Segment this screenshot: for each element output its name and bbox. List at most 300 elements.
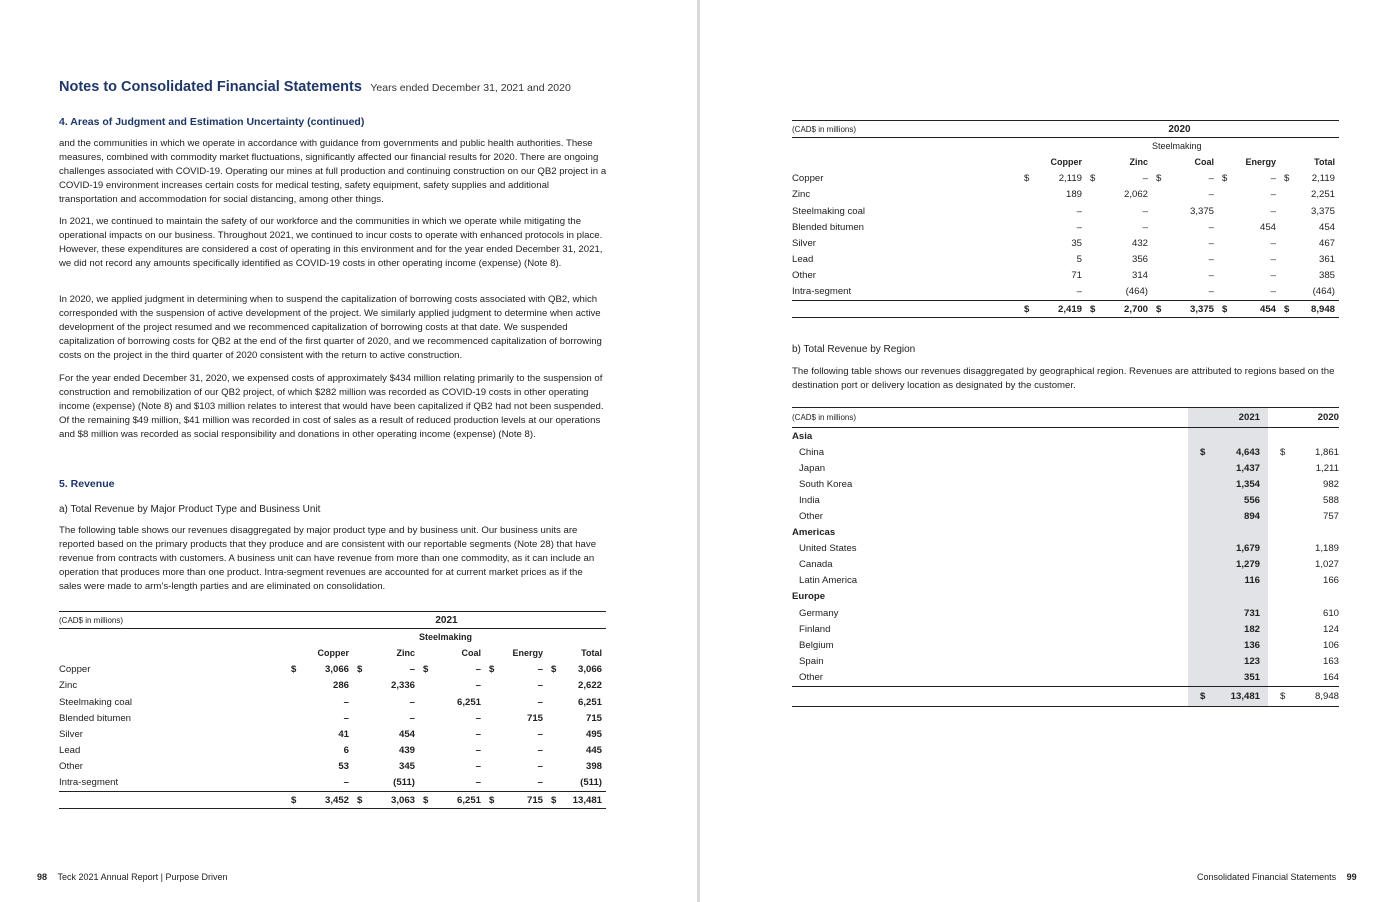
cell-energy: 454 xyxy=(1259,221,1276,233)
currency-symbol: $ xyxy=(423,664,429,676)
currency-symbol xyxy=(547,678,559,694)
currency-symbol xyxy=(1188,541,1212,557)
cell-energy: – xyxy=(537,680,543,692)
region-group-row xyxy=(792,428,1339,445)
cell-energy: – xyxy=(537,728,543,740)
table-row xyxy=(59,710,606,726)
cell-steel: – xyxy=(475,745,481,757)
cell-steel: – xyxy=(475,728,481,740)
section-4-paragraph-1: and the communities in which we operate in accordance with guidance from governments and public health authorities. These measures, combined with commodity market fluctuations, significantly affected our financial results for 2020. There are ongoing challenges associated with COVID-19. Operating our mines at full production and continuing construction on our QB2 project in a COVID-19 environment increases certain costs for medical testing, safety equipment, safety supplies and additional transportation and accommodation for social distancing, among other things. xyxy=(59,138,607,205)
table-caption-row xyxy=(59,612,606,629)
currency-symbol xyxy=(1218,187,1230,203)
value-2021: 1,279 xyxy=(1212,557,1268,573)
revenue-table-2021 xyxy=(59,611,606,809)
currency-symbol: $ xyxy=(1020,301,1032,318)
cell-steel: – xyxy=(1208,173,1214,185)
value-2020: 1,211 xyxy=(1315,462,1339,474)
col-2020: 2020 xyxy=(1292,408,1339,428)
cell-total: 2,622 xyxy=(577,680,602,692)
cell-steel: – xyxy=(475,712,481,724)
currency-symbol: $ xyxy=(353,792,365,809)
table-row xyxy=(792,573,1339,589)
cell-steel: 6,251 xyxy=(456,696,481,708)
cell-total: 2,119 xyxy=(1311,173,1335,185)
cell-energy: – xyxy=(537,696,543,708)
currency-symbol xyxy=(1152,203,1164,219)
table-year: 2020 xyxy=(1020,121,1339,138)
currency-symbol xyxy=(1152,284,1164,301)
currency-symbol xyxy=(1152,219,1164,235)
cell-steel: – xyxy=(1208,270,1214,282)
spacer xyxy=(1188,525,1212,541)
cell-zinc: – xyxy=(409,696,415,708)
currency-symbol xyxy=(485,775,497,792)
total-total: 13,481 xyxy=(559,792,606,809)
currency-symbol xyxy=(547,759,559,775)
country-label: Japan xyxy=(799,462,826,474)
currency-symbol: $ xyxy=(1024,173,1030,185)
section-5-paragraph-1: The following table shows our revenues disaggregated by major product type and by business unit. Our business units are reported based on the primary products that they produce and are consistent with our reportable segments (Note 28) that have revenue from contracts with customers. A business unit can have revenue from more than one commodity, as it can include an operation that produces more than one product. Intra-segment revenues are accounted for at current market prices as if the sales were made to arm’s-length parties and are eliminated on consolidation. xyxy=(59,525,597,592)
table-caption-row xyxy=(792,121,1339,138)
currency-symbol xyxy=(419,678,431,694)
cell-total: 385 xyxy=(1318,270,1335,282)
cell-zinc: 454 xyxy=(398,728,415,740)
spacer xyxy=(1292,525,1339,541)
region-group-label: Asia xyxy=(792,430,813,442)
currency-symbol xyxy=(1188,476,1212,492)
row-label: Zinc xyxy=(792,189,811,201)
value-2020: 163 xyxy=(1322,655,1339,667)
currency-symbol: $ xyxy=(1090,173,1096,185)
table-row xyxy=(59,759,606,775)
row-label: Steelmaking coal xyxy=(792,205,866,217)
currency-symbol xyxy=(485,759,497,775)
table-row xyxy=(792,508,1339,524)
currency-symbol xyxy=(1020,187,1032,203)
cell-total: 3,375 xyxy=(1310,205,1335,217)
currency-symbol xyxy=(419,726,431,742)
section-5b-subheading: b) Total Revenue by Region xyxy=(792,344,916,355)
value-2021: 1,354 xyxy=(1212,476,1268,492)
currency-symbol xyxy=(1280,284,1292,301)
currency-symbol xyxy=(1188,653,1212,669)
currency-symbol xyxy=(1086,203,1098,219)
cell-total: (464) xyxy=(1312,286,1335,298)
cell-total: 2,251 xyxy=(1310,189,1335,201)
cell-energy: – xyxy=(537,745,543,757)
currency-symbol xyxy=(419,759,431,775)
currency-symbol xyxy=(353,694,365,710)
cell-steel: – xyxy=(475,777,481,789)
total-2020: 8,948 xyxy=(1292,686,1339,706)
total-copper: 3,452 xyxy=(299,792,353,809)
currency-symbol: $ xyxy=(287,792,299,809)
currency-symbol xyxy=(1280,187,1292,203)
table-row xyxy=(792,171,1339,187)
currency-symbol xyxy=(1188,637,1212,653)
currency-symbol xyxy=(287,678,299,694)
cell-total: 398 xyxy=(585,761,602,773)
left-footer xyxy=(37,872,227,882)
total-zinc: 2,700 xyxy=(1098,301,1152,318)
currency-symbol: $ xyxy=(551,664,557,676)
value-2021: 1,437 xyxy=(1212,460,1268,476)
table-row xyxy=(792,492,1339,508)
cell-steel: – xyxy=(475,680,481,692)
cell-total: 6,251 xyxy=(577,696,602,708)
row-label: Blended bitumen xyxy=(59,712,132,724)
row-label: Silver xyxy=(792,237,816,249)
spacer xyxy=(1292,428,1339,445)
cell-total: 715 xyxy=(585,712,602,724)
col-zinc: Zinc xyxy=(1129,157,1148,168)
cell-steel: – xyxy=(1208,254,1214,266)
currency-symbol xyxy=(485,694,497,710)
currency-symbol xyxy=(547,775,559,792)
cell-total: 454 xyxy=(1318,221,1335,233)
table-header-row-2 xyxy=(59,645,606,661)
currency-symbol: $ xyxy=(489,664,495,676)
currency-symbol xyxy=(1152,268,1164,284)
currency-symbol xyxy=(419,775,431,792)
currency-symbol xyxy=(1218,252,1230,268)
currency-symbol xyxy=(1268,637,1292,653)
table-row xyxy=(59,694,606,710)
spacer xyxy=(1268,428,1292,445)
currency-symbol xyxy=(287,710,299,726)
currency-symbol: $ xyxy=(419,792,431,809)
currency-symbol xyxy=(1188,669,1212,686)
total-steel: 6,251 xyxy=(431,792,485,809)
value-2020: 757 xyxy=(1322,511,1339,523)
currency-symbol xyxy=(353,710,365,726)
region-header-row xyxy=(792,408,1339,428)
row-label: Blended bitumen xyxy=(792,221,865,233)
region-group-row xyxy=(792,525,1339,541)
cell-steel: 3,375 xyxy=(1189,205,1214,217)
value-2020: 1,861 xyxy=(1314,446,1339,458)
table-caption: (CAD$ in millions) xyxy=(792,121,1020,138)
spacer xyxy=(1188,428,1212,445)
page-title: Notes to Consolidated Financial Statements xyxy=(59,79,362,95)
cell-copper: – xyxy=(1076,221,1082,233)
currency-symbol xyxy=(1268,605,1292,621)
currency-symbol xyxy=(485,710,497,726)
currency-symbol xyxy=(287,775,299,792)
cell-copper: 41 xyxy=(338,728,349,740)
row-label: Zinc xyxy=(59,680,78,692)
currency-symbol xyxy=(1188,492,1212,508)
total-copper: 2,419 xyxy=(1032,301,1086,318)
currency-symbol xyxy=(1268,621,1292,637)
currency-symbol: $ xyxy=(1086,301,1098,318)
cell-copper: 35 xyxy=(1071,237,1082,249)
currency-symbol xyxy=(485,678,497,694)
country-label: Canada xyxy=(799,559,833,571)
total-energy: 715 xyxy=(497,792,547,809)
cell-steel: – xyxy=(1208,286,1214,298)
cell-zinc: – xyxy=(1142,173,1148,185)
value-2021: 116 xyxy=(1212,573,1268,589)
table-row xyxy=(792,460,1339,476)
cell-zinc: (511) xyxy=(393,777,415,789)
spacer xyxy=(1292,589,1339,605)
currency-symbol: $ xyxy=(1280,301,1292,318)
currency-symbol xyxy=(1020,219,1032,235)
total-2021: 13,481 xyxy=(1212,686,1268,706)
currency-symbol xyxy=(1280,268,1292,284)
cell-copper: 2,119 xyxy=(1058,173,1082,185)
cell-zinc: 2,062 xyxy=(1123,189,1148,201)
cell-energy: – xyxy=(537,777,543,789)
cell-energy: – xyxy=(537,664,543,676)
currency-symbol xyxy=(287,743,299,759)
country-label: Germany xyxy=(799,607,839,619)
col-zinc: Zinc xyxy=(396,648,415,659)
currency-symbol xyxy=(1218,268,1230,284)
currency-symbol xyxy=(547,743,559,759)
section-4-paragraph-2: In 2021, we continued to maintain the safety of our workforce and the communities in which we operate while mitigating the operational impacts on our business. Throughout 2021, we continued to incur costs to operate with enhanced protocols in place. However, these expenditures are considered a cost of operating in this environment and for the year ended December 31, 2021, we did not record any amounts specifically identified as COVID-19 costs in other operating income (expense) (Note 8). xyxy=(59,216,603,269)
cell-copper: – xyxy=(1076,205,1082,217)
table-header-row-2 xyxy=(792,154,1339,170)
col-copper: Copper xyxy=(1050,157,1082,168)
cell-zinc: 345 xyxy=(398,761,415,773)
cell-zinc: 439 xyxy=(398,745,415,757)
currency-symbol: $ xyxy=(1156,173,1162,185)
table-row xyxy=(792,219,1339,235)
currency-symbol: $ xyxy=(1218,301,1230,318)
country-label: Belgium xyxy=(799,639,834,651)
currency-symbol: $ xyxy=(1222,173,1228,185)
value-2020: 124 xyxy=(1322,623,1339,635)
currency-symbol xyxy=(353,726,365,742)
right-page xyxy=(700,0,1395,902)
currency-symbol xyxy=(287,726,299,742)
table-header-row-1 xyxy=(792,138,1339,155)
currency-symbol xyxy=(1268,653,1292,669)
section-5-heading: 5. Revenue xyxy=(59,478,115,490)
row-label: Other xyxy=(792,270,816,282)
region-paragraph: The following table shows our revenues disaggregated by geographical region. Revenues are attributed to regions based on the destination port or delivery location as designated by the customer. xyxy=(792,366,1335,391)
currency-symbol xyxy=(1020,268,1032,284)
cell-energy: – xyxy=(1270,189,1276,201)
table-header-row-1 xyxy=(59,629,606,646)
value-2020: 1,027 xyxy=(1314,559,1339,571)
row-label: Lead xyxy=(59,745,81,757)
cell-steel: – xyxy=(475,664,481,676)
col-2021: 2021 xyxy=(1212,408,1268,428)
row-label: Other xyxy=(59,761,83,773)
currency-symbol: $ xyxy=(1188,444,1212,460)
row-label: Copper xyxy=(59,664,91,676)
cell-total: 445 xyxy=(585,745,602,757)
cell-copper: 189 xyxy=(1065,189,1082,201)
cell-energy: – xyxy=(537,761,543,773)
currency-symbol xyxy=(485,743,497,759)
cell-zinc: – xyxy=(1142,221,1148,233)
value-2021: 182 xyxy=(1212,621,1268,637)
region-table-caption: (CAD$ in millions) xyxy=(792,408,1188,428)
col-total: Total xyxy=(1314,157,1335,168)
currency-symbol xyxy=(485,726,497,742)
currency-symbol xyxy=(1020,235,1032,251)
cell-copper: 286 xyxy=(332,680,349,692)
table-row xyxy=(792,605,1339,621)
currency-symbol: $ xyxy=(1280,446,1286,458)
spacer xyxy=(1212,428,1268,445)
value-2020: 166 xyxy=(1322,575,1339,587)
currency-symbol xyxy=(1268,573,1292,589)
value-2021: 4,643 xyxy=(1212,444,1268,460)
section-4-heading: 4. Areas of Judgment and Estimation Uncertainty (continued) xyxy=(59,116,365,128)
right-footer xyxy=(1197,872,1357,882)
value-2020: 588 xyxy=(1322,494,1339,506)
country-label: China xyxy=(799,446,825,458)
currency-symbol xyxy=(419,694,431,710)
cell-copper: – xyxy=(343,696,349,708)
total-total: 8,948 xyxy=(1292,301,1339,318)
cell-copper: 53 xyxy=(338,761,349,773)
total-row xyxy=(792,301,1339,318)
currency-symbol: $ xyxy=(1152,301,1164,318)
table-row xyxy=(792,252,1339,268)
page-number-left: 98 xyxy=(37,872,48,882)
cell-energy: – xyxy=(1270,286,1276,298)
currency-symbol xyxy=(1218,219,1230,235)
currency-symbol xyxy=(1268,557,1292,573)
table-row xyxy=(792,476,1339,492)
value-2021: 136 xyxy=(1212,637,1268,653)
spacer xyxy=(1268,589,1292,605)
currency-symbol xyxy=(1020,203,1032,219)
col-copper: Copper xyxy=(317,648,349,659)
currency-symbol xyxy=(1280,235,1292,251)
footer-text-right: Consolidated Financial Statements xyxy=(1197,872,1337,882)
row-label: Intra-segment xyxy=(792,286,852,298)
currency-symbol xyxy=(1086,235,1098,251)
cell-steel: – xyxy=(1208,189,1214,201)
value-2021: 894 xyxy=(1212,508,1268,524)
country-label: Latin America xyxy=(799,575,858,587)
col-steelmaking-top: Steelmaking xyxy=(1152,141,1202,152)
row-label: Steelmaking coal xyxy=(59,696,133,708)
table-row xyxy=(792,268,1339,284)
cell-zinc: (464) xyxy=(1125,286,1148,298)
table-row xyxy=(792,235,1339,251)
currency-symbol xyxy=(1280,203,1292,219)
cell-steel: – xyxy=(1208,237,1214,249)
total-steel: 3,375 xyxy=(1164,301,1218,318)
cell-zinc: 356 xyxy=(1131,254,1148,266)
currency-symbol xyxy=(1188,508,1212,524)
currency-symbol: $ xyxy=(485,792,497,809)
footer-text-left: Teck 2021 Annual Report | Purpose Driven xyxy=(57,872,228,882)
cell-copper: 71 xyxy=(1071,270,1082,282)
row-label: Silver xyxy=(59,728,83,740)
value-2020: 982 xyxy=(1322,478,1339,490)
section-5a-subheading: a) Total Revenue by Major Product Type and Business Unit xyxy=(59,504,321,515)
cell-zinc: 314 xyxy=(1131,270,1148,282)
currency-symbol xyxy=(419,710,431,726)
currency-symbol: $ xyxy=(291,664,297,676)
currency-symbol xyxy=(547,726,559,742)
spacer xyxy=(1212,525,1268,541)
cell-zinc: – xyxy=(1142,205,1148,217)
cell-steel: – xyxy=(1208,221,1214,233)
currency-symbol: $ xyxy=(1284,173,1290,185)
currency-symbol xyxy=(547,694,559,710)
total-row xyxy=(59,792,606,809)
currency-symbol xyxy=(1268,508,1292,524)
total-label xyxy=(792,301,1020,318)
cell-total: (511) xyxy=(580,777,602,789)
table-row xyxy=(792,541,1339,557)
currency-symbol: $ xyxy=(1188,686,1212,706)
country-label: Finland xyxy=(799,623,831,635)
currency-symbol xyxy=(1152,235,1164,251)
table-row xyxy=(59,678,606,694)
section-4-paragraph-3: In 2020, we applied judgment in determining when to suspend the capitalization of borrowing costs associated with QB2, which corresponded with the suspension of active development of the project. We similarly applied judgment to determine when active development of the project resumed and we recommenced capitalization of borrowing costs at that date. We suspended capitalization of borrowing costs for QB2 at the end of the first quarter of 2020, and we recommenced capitalization of borrowing costs on the project in the third quarter of 2020 consistent with the return to active construction. xyxy=(59,294,602,361)
table-row xyxy=(59,662,606,678)
currency-symbol xyxy=(1268,669,1292,686)
region-group-label: Europe xyxy=(792,591,826,603)
currency-symbol xyxy=(419,743,431,759)
col-steelmaking-coal: Coal xyxy=(461,648,481,659)
currency-symbol xyxy=(1280,252,1292,268)
currency-symbol xyxy=(1188,557,1212,573)
country-label: Spain xyxy=(799,655,824,667)
currency-symbol xyxy=(353,775,365,792)
currency-symbol xyxy=(1268,541,1292,557)
currency-symbol xyxy=(1268,492,1292,508)
cell-zinc: 432 xyxy=(1131,237,1148,249)
cell-zinc: – xyxy=(409,712,415,724)
total-energy: 454 xyxy=(1230,301,1280,318)
cell-steel: – xyxy=(475,761,481,773)
section-4-paragraph-4: For the year ended December 31, 2020, we expensed costs of approximately $434 million relating primarily to the suspension of construction and remobilization of our QB2 project, of which $282 million was recorded as COVID-19 costs in other operating income (expense) (Note 8) and $103 million relates to interest that would have been capitalized if QB2 had not been suspended. Of the remaining $49 million, $41 million was recorded in cost of sales as a result of reduced production levels at our operations and $8 million was recorded as social responsibility and donations in other operating income (expense) (Note 8). xyxy=(59,373,604,440)
col-total: Total xyxy=(581,648,602,659)
currency-symbol xyxy=(1218,284,1230,301)
cell-copper: – xyxy=(1076,286,1082,298)
currency-symbol xyxy=(353,743,365,759)
value-2021: 1,679 xyxy=(1212,541,1268,557)
table-row xyxy=(792,621,1339,637)
currency-symbol xyxy=(353,759,365,775)
table-caption: (CAD$ in millions) xyxy=(59,612,287,629)
table-year: 2021 xyxy=(287,612,606,629)
country-label: Other xyxy=(799,671,823,683)
value-2020: 1,189 xyxy=(1314,543,1339,555)
currency-symbol xyxy=(1188,621,1212,637)
country-label: India xyxy=(799,494,820,506)
cell-copper: – xyxy=(343,777,349,789)
cell-energy: – xyxy=(1270,237,1276,249)
currency-symbol xyxy=(1086,219,1098,235)
page-header xyxy=(59,78,571,96)
col-steelmaking-top: Steelmaking xyxy=(419,632,473,643)
cell-energy: – xyxy=(1270,205,1276,217)
cell-total: 495 xyxy=(585,728,602,740)
table-row xyxy=(792,284,1339,301)
table-row xyxy=(792,557,1339,573)
country-label: South Korea xyxy=(799,478,853,490)
value-2020: 164 xyxy=(1322,671,1339,683)
currency-symbol xyxy=(1280,219,1292,235)
left-page xyxy=(0,0,697,902)
currency-symbol xyxy=(1020,252,1032,268)
page-number-right: 99 xyxy=(1346,872,1357,882)
country-label: United States xyxy=(799,543,857,555)
